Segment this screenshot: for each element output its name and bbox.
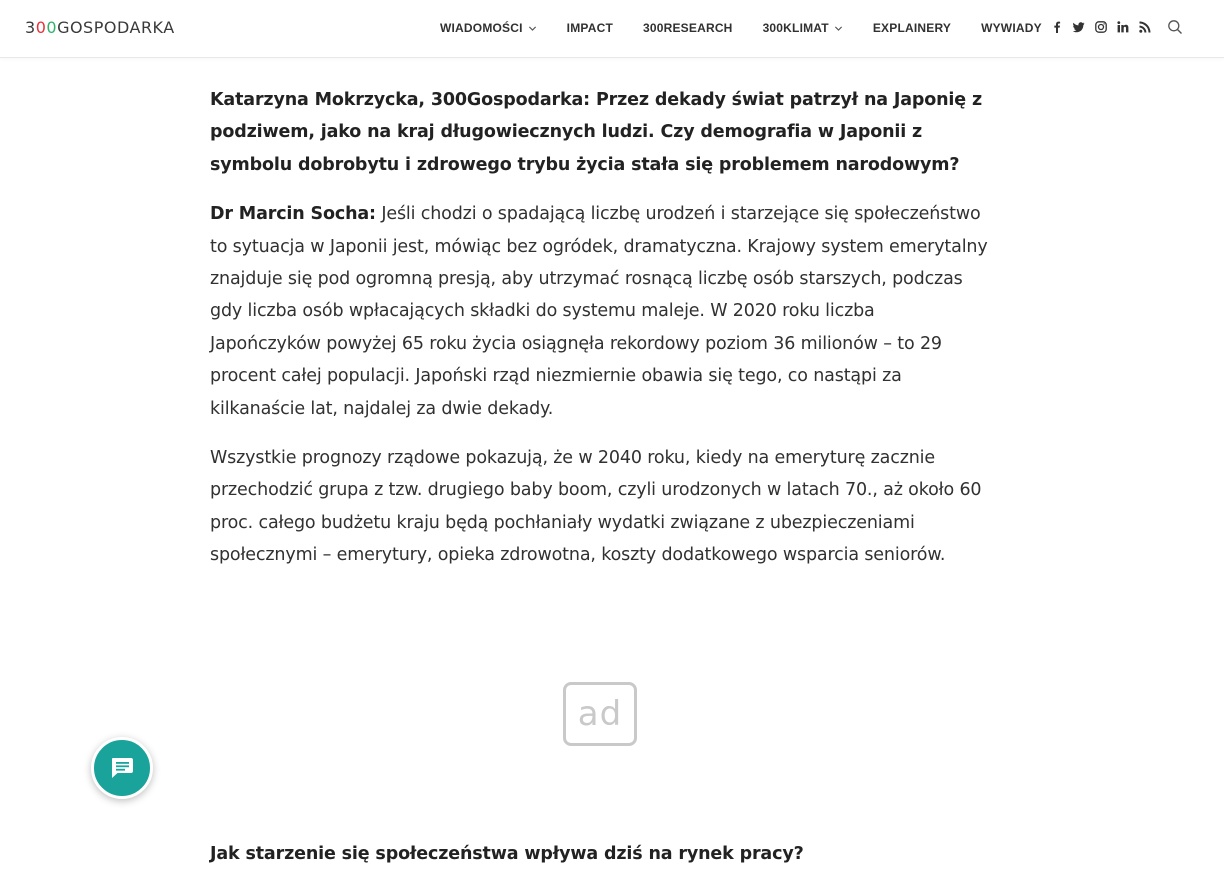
rss-icon[interactable] — [1137, 19, 1153, 35]
chevron-down-icon — [834, 24, 843, 33]
nav-item-300klimat[interactable] — [763, 21, 843, 35]
facebook-icon[interactable] — [1049, 19, 1065, 35]
twitter-icon[interactable] — [1071, 19, 1087, 35]
main-nav — [440, 0, 1072, 56]
logo-digit-3: 3 — [25, 18, 36, 37]
speaker-name: Dr Marcin Socha: — [210, 204, 376, 225]
nav-label: 300KLIMAT — [762, 21, 829, 35]
nav-item-impact[interactable] — [567, 21, 613, 35]
nav-label: IMPACT — [566, 21, 613, 35]
nav-item-300research[interactable] — [643, 21, 733, 35]
nav-item-wywiady[interactable] — [981, 21, 1042, 35]
site-header — [0, 0, 1224, 58]
interview-question-2: Jak starzenie się społeczeństwa wpływa dziś na rynek pracy? — [210, 844, 804, 864]
linkedin-icon[interactable] — [1115, 19, 1131, 35]
nav-item-explainery[interactable] — [873, 21, 951, 35]
article-body — [210, 84, 990, 589]
nav-label: WYWIADY — [981, 21, 1042, 35]
instagram-icon[interactable] — [1093, 19, 1109, 35]
logo-digit-0-green: 0 — [46, 18, 58, 37]
chat-icon — [107, 753, 137, 783]
answer-text: Jeśli chodzi o spadającą liczbę urodzeń i starzejące się społeczeństwo to sytuacja w Japonii jest, mówiąc bez ogródek, dramatyczna. Krajowy system emerytalny znajduje się pod ogromną presją, aby utrzymać rosnącą liczbę osób starszych, podczas gdy liczba osób wpłacających składki do systemu maleje. W 2020 roku liczba Japończyków powyżej 65 roku życia osiągnęła rekordowy poziom 36 milionów – to 29 procent całej populacji. Japoński rząd niezmiernie obawia się tego, co nastąpi za kilkanaście lat, najdalej za dwie dekady. — [210, 204, 988, 419]
site-logo[interactable] — [25, 18, 175, 37]
ad-label: ad — [577, 694, 623, 734]
nav-label: WIADOMOŚCI — [440, 21, 523, 35]
nav-item-wiadomosci[interactable] — [440, 21, 537, 35]
chat-button[interactable] — [91, 737, 153, 799]
logo-wordmark: GOSPODARKA — [57, 18, 175, 37]
logo-digit-0-red: 0 — [35, 18, 47, 37]
ad-placeholder-icon[interactable] — [563, 682, 637, 746]
chevron-down-icon — [528, 24, 537, 33]
search-icon[interactable] — [1167, 19, 1183, 35]
nav-label: 300RESEARCH — [642, 21, 733, 35]
interview-question: Katarzyna Mokrzycka, 300Gospodarka: Przez dekady świat patrzył na Japonię z podziwem, jako na kraj długowiecznych ludzi. Czy demografia w Japonii z symbolu dobrobytu i zdrowego trybu życia stała się problemem narodowym? — [210, 90, 982, 175]
social-links — [1049, 16, 1159, 38]
nav-label: EXPLAINERY — [872, 21, 952, 35]
interview-answer — [210, 198, 990, 425]
article-paragraph: Wszystkie prognozy rządowe pokazują, że w 2040 roku, kiedy na emeryturę zacznie przechodzić grupa z tzw. drugiego baby boom, czyli urodzonych w latach 70., aż około 60 proc. całego budżetu kraju będą pochłaniały wydatki związane z ubezpieczeniami społecznymi – emerytury, opieka zdrowotna, koszty dodatkowego wsparcia seniorów. — [210, 448, 982, 566]
